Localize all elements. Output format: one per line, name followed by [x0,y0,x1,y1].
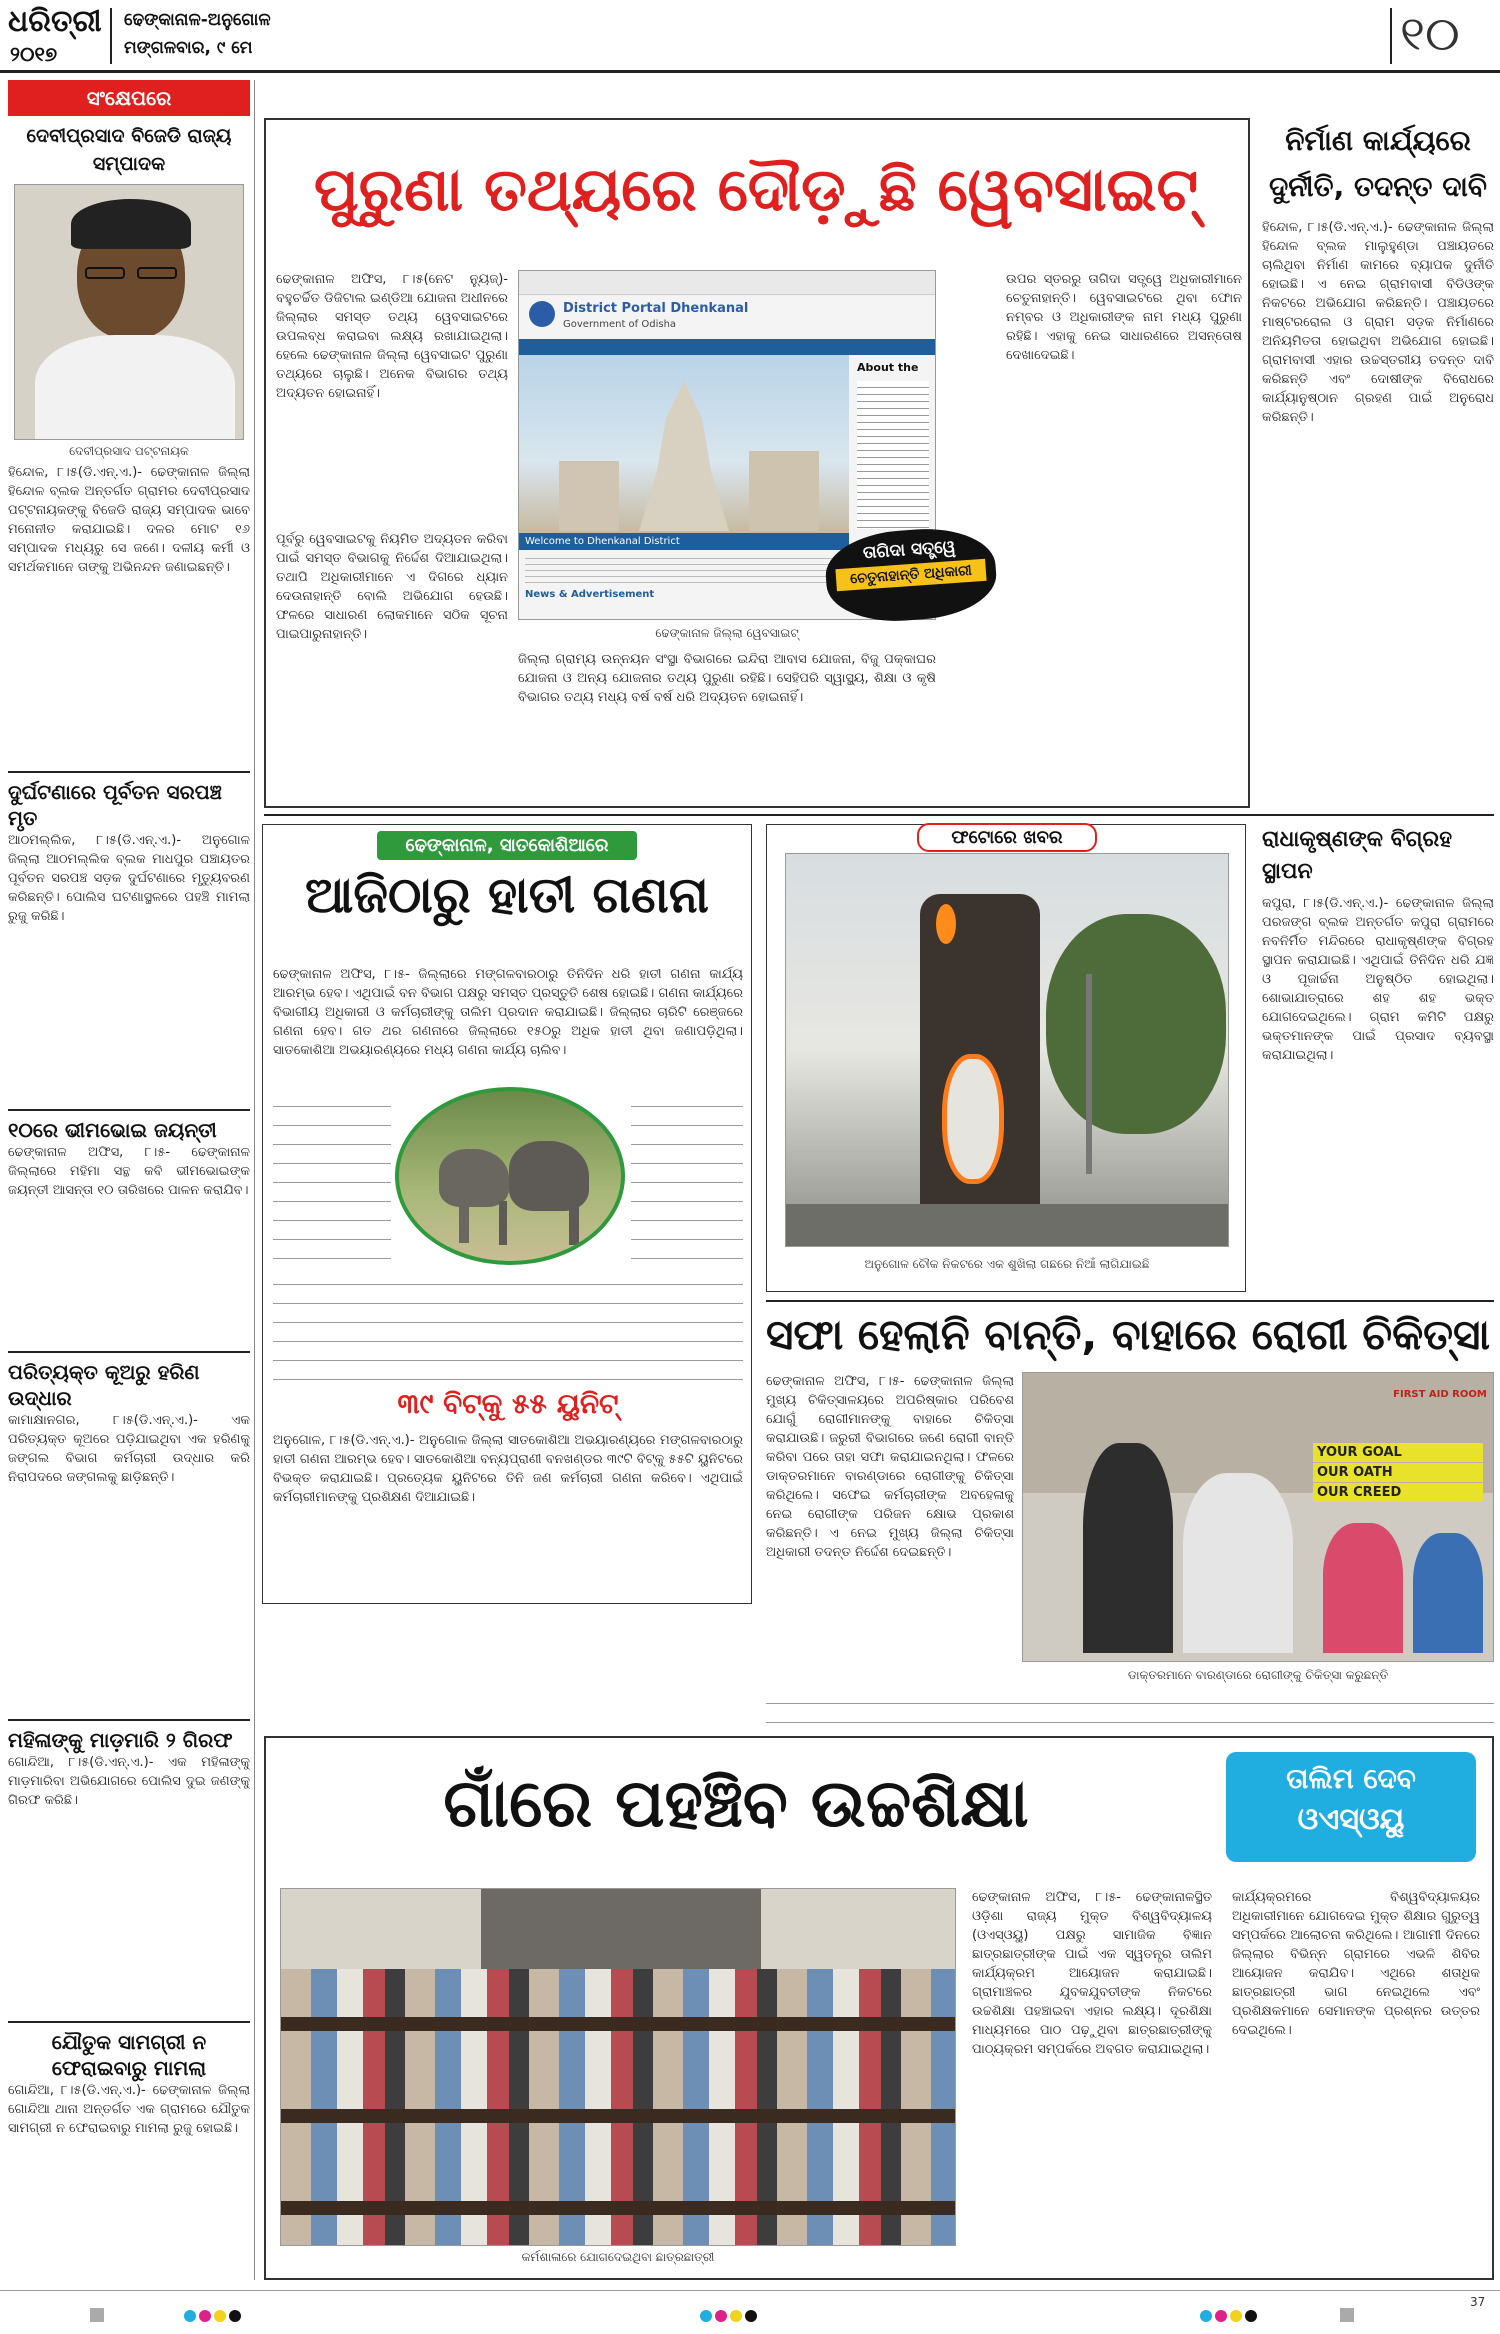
photo-news [766,824,1246,1292]
date-label: ମଙ୍ଗଳବାର, ୯ ମେ [124,38,253,58]
group-photo-caption: କର୍ମଶାଳାରେ ଯୋଗଦେଇଥିବା ଛାତ୍ରଛାତ୍ରୀ [521,2250,715,2264]
portal-news: News & Advertisement [525,589,655,600]
lead-text-col3: ଉପର ସ୍ତରରୁ ତାଗିଦା ସତ୍ତ୍ୱେ ଅଧିକାରୀମାନେ ଚେତୁନାହାନ୍ତି। ୱେବସାଇଟରେ ଥିବା ଫୋନ ନମ୍ବର ଓ ଅଧିକାରୀଙ୍କ ନାମ ମଧ୍ୟ ପୁରୁଣା ରହିଛି। ଏହାକୁ ନେଇ ସାଧାରଣରେ ଅସନ୍ତୋଷ ଦେଖାଦେଇଛି। [1006,272,1242,363]
left-headline-5: ଯୌତୁକ ସାମଗ୍ରୀ ନ ଫେରାଇବାରୁ ମାମଲା [8,2021,250,2081]
left-headline-3: ପରିତ୍ୟକ୍ତ କୂଅରୁ ହରିଣ ଉଦ୍ଧାର [8,1351,250,1411]
right-top-story [1262,118,1494,808]
hospital-text-bottom [766,1690,1494,1726]
brief-header: ସଂକ୍ଷେପରେ [8,80,250,116]
elephant-story [262,824,752,1604]
hospital-sign-4: FIRST AID ROOM [1393,1389,1487,1400]
lead-headline: ପୁରୁଣା ତଥ୍ୟରେ ଦୌଡ଼ୁଛି ୱେବସାଇଟ୍ [313,155,1199,225]
right-top-text: ହିନ୍ଦୋଳ, ୮।୫(ଡି.ଏନ୍.ଏ.)- ଢେଙ୍କାନାଳ ଜିଲ୍ଲା ହିନ୍ଦୋଳ ବ୍ଲକ ମାଲୁହୁଣ୍ଡା ପଞ୍ଚାୟତରେ ଚାଲିଥିବା ନିର୍ମାଣ କାମରେ ବ୍ୟାପକ ଦୁର୍ନୀତି ହୋଇଛି। ଏ ନେଇ ଗ୍ରାମବାସୀ ବିଡିଓଙ୍କ ନିକଟରେ ଅଭିଯୋଗ କରିଛନ୍ତି। ପଞ୍ଚାୟତରେ ମାଷ୍ଟରରୋଲ ଓ ଗ୍ରାମ ସଡ଼କ ନିର୍ମାଣରେ ଅନିୟମିତତା ହୋଇଥିବା ଅଭିଯୋଗ ହୋଇଛି। ଗ୍ରାମବାସୀ ଏହାର ଉଚ୍ଚସ୍ତରୀୟ ତଦନ୍ତ ଦାବି କରିଛନ୍ତି ଏବଂ ଦୋଷୀଙ୍କ ବିରୋଧରେ କାର୍ଯ୍ୟାନୁଷ୍ଠାନ ଗ୍ରହଣ ପାଇଁ ଅନୁରୋଧ କରିଛନ୍ତି। [1262,220,1494,425]
portal-about: About the [857,361,919,374]
page-number: ୧୦ [1400,6,1460,62]
brief-photo-caption: ଦେବୀପ୍ରସାଦ ପଟ୍ଟନାୟକ [69,444,189,458]
hospital-photo [1022,1372,1494,1662]
education-badge-line2: ଓଏସ୍‌ଓୟୁ [1297,1802,1405,1837]
photo-news-caption: ଅନୁଗୋଳ ଚୌକ ନିକଟରେ ଏକ ଶୁଖିଲା ଗଛରେ ନିଆଁ ଲାଗିଯାଇଛି [864,1257,1150,1271]
badge-top-text: ତାଗିଦା ସତ୍ତ୍ୱେ [862,536,957,564]
radhakrishna-story [1262,824,1494,1294]
lead-photo-caption: ଢେଙ୍କାନାଳ ଜିଲ୍ଲା ୱେବସାଇଟ୍ [655,626,799,640]
badge-bottom-text: ଚେତୁନାହାନ୍ତି ଅଧିକାରୀ [835,559,986,591]
left-text-4: ଗୋନ୍ଦିଆ, ୮।୫(ଡି.ଏନ୍.ଏ.)- ଏକ ମହିଳାଙ୍କୁ ମାଡ଼ମାରିବା ଅଭିଯୋଗରେ ପୋଲିସ ଦୁଇ ଜଣଙ୍କୁ ଗିରଫ କରିଛି। [8,1755,250,1808]
year-label: ୨୦୧୭ [10,42,58,66]
group-photo [280,1888,956,2246]
lead-story [264,118,1250,808]
elephant-text-continued [273,1271,743,1381]
portal-subtitle: Government of Odisha [563,319,677,330]
registration-marks-left [90,2307,244,2326]
portal-welcome: Welcome to Dhenkanal District [519,533,849,550]
hospital-sign-3: OUR CREED [1313,1483,1483,1502]
education-text-col1: ଢେଙ୍କାନାଳ ଅଫିସ, ୮।୫- ଢେଙ୍କାନାଳସ୍ଥିତ ଓଡ଼ିଶା ରାଜ୍ୟ ମୁକ୍ତ ବିଶ୍ୱବିଦ୍ୟାଳୟ (ଓଏସ୍‌ଓୟୁ) ପକ୍ଷରୁ ସାମାଜିକ ବିଜ୍ଞାନ ଛାତ୍ରଛାତ୍ରୀଙ୍କ ପାଇଁ ଏକ ସ୍ୱତନ୍ତ୍ର ତାଲିମ କାର୍ଯ୍ୟକ୍ରମ ଆୟୋଜନ କରାଯାଇଛି। ଗ୍ରାମାଞ୍ଚଳର ଯୁବକଯୁବତୀଙ୍କ ନିକଟରେ ଉଚ୍ଚଶିକ୍ଷା ପହଞ୍ଚାଇବା ଏହାର ଲକ୍ଷ୍ୟ। ଦୂରଶିକ୍ଷା ମାଧ୍ୟମରେ ପାଠ ପଢ଼ୁଥିବା ଛାତ୍ରଛାତ୍ରୀଙ୍କୁ ପାଠ୍ୟକ୍ରମ ସମ୍ପର୍କରେ ଅବଗତ କରାଯାଇଥିଲା। [972,1890,1212,2057]
hospital-sign-2: OUR OATH [1313,1463,1483,1482]
brief-title: ଦେବୀପ୍ରସାଦ ବିଜେଡି ରାଜ୍ୟ ସମ୍ପାଦକ [26,125,232,175]
photo-news-label: ଫଟୋରେ ଖବର [917,823,1097,852]
left-text-1: ଆଠମଲ୍ଲିକ, ୮।୫(ଡି.ଏନ୍.ଏ.)- ଅନୁଗୋଳ ଜିଲ୍ଲା ଆଠମଲ୍ଲିକ ବ୍ଲକ ମାଧପୁର ପଞ୍ଚାୟତର ପୂର୍ବତନ ସରପଞ୍ଚ ସଡ଼କ ଦୁର୍ଘଟଣାରେ ମୃତ୍ୟୁବରଣ କରିଛନ୍ତି। ପୋଲିସ ଘଟଣାସ୍ଥଳରେ ପହଞ୍ଚି ମାମଲା ରୁଜୁ କରିଛି। [8,833,250,924]
elephant-text-side-right [631,1093,743,1263]
paper-logo: ଧରିତ୍ରୀ [8,4,102,39]
masthead [0,0,1500,70]
portal-title: District Portal Dhenkanal [563,301,749,316]
elephant-sub-headline: ୩୯ ବିଟ୍‌କୁ ୫୫ ୟୁନିଟ୍ [397,1387,619,1420]
footer [0,2290,1500,2334]
left-column [8,80,250,2280]
registration-marks-center [700,2307,760,2326]
education-badge-line1: ତାଲିମ ଦେବ [1286,1762,1416,1795]
left-headline-1: ଦୁର୍ଘଟଣାରେ ପୂର୍ବତନ ସରପଞ୍ଚ ମୃତ [8,771,250,831]
elephant-photo [395,1087,625,1265]
education-headline: ଗାଁରେ ପହଞ୍ଚିବ ଉଚ୍ଚଶିକ୍ଷା [443,1765,1029,1842]
lead-text-col1: ଢେଙ୍କାନାଳ ଅଫିସ, ୮।୫(ନେଟ ନ୍ୟୁଜ୍)- ବହୁଚର୍ଚ୍ଚିତ ଡିଜିଟାଲ ଇଣ୍ଡିଆ ଯୋଜନା ଅଧୀନରେ ଜିଲ୍ଲାର ସମସ୍ତ ତଥ୍ୟ ୱେବସାଇଟରେ ଉପଲବ୍ଧ କରାଇବା ଲକ୍ଷ୍ୟ ରଖାଯାଇଥିଲା। ହେଲେ ଢେଙ୍କାନାଳ ଜିଲ୍ଲା ୱେବସାଇଟ ପୁରୁଣା ତଥ୍ୟରେ ଚାଲୁଛି। ଅନେକ ବିଭାଗର ତଥ୍ୟ ଅଦ୍ୟତନ ହୋଇନାହିଁ। [276,272,508,401]
elephant-headline: ଆଜିଠାରୁ ହାତୀ ଗଣନା [305,866,709,924]
tree-fire-photo [785,853,1229,1247]
education-story [264,1736,1494,2280]
left-text-5: ଗୋନ୍ଦିଆ, ୮।୫(ଡି.ଏନ୍.ଏ.)- ଢେଙ୍କାନାଳ ଜିଲ୍ଲା ଗୋନ୍ଦିଆ ଥାନା ଅନ୍ତର୍ଗତ ଏକ ଗ୍ରାମରେ ଯୌତୁକ ସାମଗ୍ରୀ ନ ଫେରାଇବାରୁ ମାମଲା ରୁଜୁ ହୋଇଛି। [8,2083,250,2136]
leader-photo [14,184,244,440]
elephant-sub-text: ଅନୁଗୋଳ, ୮।୫(ଡି.ଏନ୍.ଏ.)- ଅନୁଗୋଳ ଜିଲ୍ଲା ସାତକୋଶିଆ ଅଭୟାରଣ୍ୟରେ ମଙ୍ଗଳବାରଠାରୁ ହାତୀ ଗଣନା ଆରମ୍ଭ ହେବ। ସାତକୋଶିଆ ବନ୍ୟପ୍ରାଣୀ ବନଖଣ୍ଡର ୩୯ଟି ବିଟ୍‌କୁ ୫୫ଟି ୟୁନିଟରେ ବିଭକ୍ତ କରାଯାଇଛି। ପ୍ରତ୍ୟେକ ୟୁନିଟରେ ତିନି ଜଣ କର୍ମଚାରୀ ଗଣନା କରିବେ। ଏଥିପାଇଁ କର୍ମଚାରୀମାନଙ୍କୁ ପ୍ରଶିକ୍ଷଣ ଦିଆଯାଇଛି। [273,1433,743,1505]
radhakrishna-headline: ରାଧାକୃଷ୍ଣଙ୍କ ବିଗ୍ରହ ସ୍ଥାପନ [1262,827,1453,884]
left-text-2: ଢେଙ୍କାନାଳ ଅଫିସ, ୮।୫- ଢେଙ୍କାନାଳ ଜିଲ୍ଲାରେ ମହିମା ସନ୍ଥ କବି ଭୀମଭୋଇଙ୍କ ଜୟନ୍ତୀ ଆସନ୍ତା ୧୦ ତାରିଖରେ ପାଳନ କରାଯିବ। [8,1145,250,1198]
elephant-text-side-left [273,1093,391,1263]
lead-text-col2: ଜିଲ୍ଲା ଗ୍ରାମ୍ୟ ଉନ୍ନୟନ ସଂସ୍ଥା ବିଭାଗରେ ଇନ୍ଦିରା ଆବାସ ଯୋଜନା, ବିଜୁ ପକ୍କାଘର ଯୋଜନା ଓ ଅନ୍ୟ ଯୋଜନାର ତଥ୍ୟ ପୁରୁଣା ରହିଛି। ସେହିପରି ସ୍ୱାସ୍ଥ୍ୟ, ଶିକ୍ଷା ଓ କୃଷି ବିଭାଗର ତଥ୍ୟ ମଧ୍ୟ ବର୍ଷ ବର୍ଷ ଧରି ଅଦ୍ୟତନ ହୋଇନାହିଁ। [518,652,936,705]
right-top-headline: ନିର୍ମାଣ କାର୍ଯ୍ୟରେ ଦୁର୍ନୀତି, ତଦନ୍ତ ଦାବି [1269,124,1487,203]
brief-text: ହିନ୍ଦୋଳ, ୮।୫(ଡି.ଏନ୍.ଏ.)- ଢେଙ୍କାନାଳ ଜିଲ୍ଲା ହିନ୍ଦୋଳ ବ୍ଲକ ଅନ୍ତର୍ଗତ ଗ୍ରାମର ଦେବୀପ୍ରସାଦ ପଟ୍ଟନାୟକଙ୍କୁ ବିଜେଡି ରାଜ୍ୟ ସମ୍ପାଦକ ଭାବେ ମନୋନୀତ କରାଯାଇଛି। ଦଳର ମୋଟ ୧୬ ସମ୍ପାଦକ ମଧ୍ୟରୁ ସେ ଜଣେ। ଦଳୀୟ କର୍ମୀ ଓ ସମର୍ଥକମାନେ ତାଙ୍କୁ ଅଭିନନ୍ଦନ ଜଣାଇଛନ୍ତି। [8,465,250,575]
left-headline-4: ମହିଳାଙ୍କୁ ମାଡ଼ମାରି ୨ ଗିରଫ [8,1719,250,1753]
left-text-3: କାମାକ୍ଷାନଗର, ୮।୫(ଡି.ଏନ୍.ଏ.)- ଏକ ପରିତ୍ୟକ୍ତ କୂଅରେ ପଡ଼ିଯାଇଥିବା ଏକ ହରିଣକୁ ଜଙ୍ଗଲ ବିଭାଗ କର୍ମଚାରୀ ଉଦ୍ଧାର କରି ନିରାପଦରେ ଜଙ୍ଗଲକୁ ଛାଡ଼ିଛନ୍ତି। [8,1413,250,1485]
elephant-text: ଢେଙ୍କାନାଳ ଅଫିସ, ୮।୫- ଜିଲ୍ଲାରେ ମଙ୍ଗଳବାରଠାରୁ ତିନିଦିନ ଧରି ହାତୀ ଗଣନା କାର୍ଯ୍ୟ ଆରମ୍ଭ ହେବ। ଏଥିପାଇଁ ବନ ବିଭାଗ ପକ୍ଷରୁ ସମସ୍ତ ପ୍ରସ୍ତୁତି ଶେଷ ହୋଇଛି। ଗଣନା କାର୍ଯ୍ୟରେ ବିଭାଗୀୟ ଅଧିକାରୀ ଓ କର୍ମଚାରୀଙ୍କୁ ତାଲିମ ପ୍ରଦାନ କରାଯାଇଛି। ଜିଲ୍ଲାର ଚାରିଟି ରେଞ୍ଜରେ ଗଣନା ହେବ। ଗତ ଥର ଗଣନାରେ ଜିଲ୍ଲାରେ ୧୫୦ରୁ ଅଧିକ ହାତୀ ଥିବା ଜଣାପଡ଼ିଥିଲା। ସାତକୋଶିଆ ଅଭୟାରଣ୍ୟରେ ମଧ୍ୟ ଗଣନା କାର୍ଯ୍ୟ ଚାଲିବ। [273,967,743,1058]
hospital-sign-1: YOUR GOAL [1313,1443,1483,1462]
radhakrishna-text: କପୁରା, ୮।୫(ଡି.ଏନ୍.ଏ.)- ଢେଙ୍କାନାଳ ଜିଲ୍ଲା ପରଜଙ୍ଗ ବ୍ଲକ ଅନ୍ତର୍ଗତ କପୁରା ଗ୍ରାମରେ ନବନିର୍ମିତ ମନ୍ଦିରରେ ରାଧାକୃଷ୍ଣଙ୍କ ବିଗ୍ରହ ସ୍ଥାପନ କରାଯାଇଛି। ଏଥିପାଇଁ ତିନିଦିନ ଧରି ଯଜ୍ଞ ଓ ପୂଜାର୍ଚ୍ଚନା ଅନୁଷ୍ଠିତ ହୋଇଥିଲା। ଶୋଭାଯାତ୍ରାରେ ଶହ ଶହ ଭକ୍ତ ଯୋଗଦେଇଥିଲେ। ଗ୍ରାମ କମିଟି ପକ୍ଷରୁ ଭକ୍ତମାନଙ୍କ ପାଇଁ ପ୍ରସାଦ ବ୍ୟବସ୍ଥା କରାଯାଇଥିଲା। [1262,896,1494,1063]
education-text-col2: କାର୍ଯ୍ୟକ୍ରମରେ ବିଶ୍ୱବିଦ୍ୟାଳୟର ଅଧିକାରୀମାନେ ଯୋଗଦେଇ ମୁକ୍ତ ଶିକ୍ଷାର ଗୁରୁତ୍ୱ ସମ୍ପର୍କରେ ଆଲୋଚନା କରିଥିଲେ। ଆଗାମୀ ଦିନରେ ଜିଲ୍ଲାର ବିଭିନ୍ନ ଗ୍ରାମରେ ଏଭଳି ଶିବିର ଆୟୋଜନ କରାଯିବ। ଏଥିରେ ଶତାଧିକ ଛାତ୍ରଛାତ୍ରୀ ଭାଗ ନେଇଥିଲେ ଏବଂ ପ୍ରଶିକ୍ଷକମାନେ ସେମାନଙ୍କ ପ୍ରଶ୍ନର ଉତ୍ତର ଦେଇଥିଲେ। [1232,1890,1480,2038]
lead-text-col1b: ପୂର୍ବରୁ ୱେବସାଇଟକୁ ନିୟମିତ ଅଦ୍ୟତନ କରିବା ପାଇଁ ସମସ୍ତ ବିଭାଗକୁ ନିର୍ଦ୍ଦେଶ ଦିଆଯାଇଥିଲା। ତଥାପି ଅଧିକାରୀମାନେ ଏ ଦିଗରେ ଧ୍ୟାନ ଦେଉନାହାନ୍ତି ବୋଲି ଅଭିଯୋଗ ହେଉଛି। ଫଳରେ ସାଧାରଣ ଲୋକମାନେ ସଠିକ ସୂଚନା ପାଇପାରୁନାହାନ୍ତି। [276,532,508,642]
hospital-text: ଢେଙ୍କାନାଳ ଅଫିସ, ୮।୫- ଢେଙ୍କାନାଳ ଜିଲ୍ଲା ମୁଖ୍ୟ ଚିକିତ୍ସାଳୟରେ ଅପରିଷ୍କାର ପରିବେଶ ଯୋଗୁଁ ରୋଗୀମାନଙ୍କୁ ବାହାରେ ଚିକିତ୍ସା କରାଯାଉଛି। ଜରୁରୀ ବିଭାଗରେ ଜଣେ ରୋଗୀ ବାନ୍ତି କରିବା ପରେ ତାହା ସଫା କରାଯାଇନଥିଲା। ଫଳରେ ଡାକ୍ତରମାନେ ବାରଣ୍ଡାରେ ରୋଗୀଙ୍କୁ ଚିକିତ୍ସା କରିଥିଲେ। ସଫେଇ କର୍ମଚାରୀଙ୍କ ଅବହେଳାକୁ ନେଇ ରୋଗୀଙ୍କ ପରିଜନ କ୍ଷୋଭ ପ୍ରକାଶ କରିଛନ୍ତି। ଏ ନେଇ ମୁଖ୍ୟ ଜିଲ୍ଲା ଚିକିତ୍ସା ଅଧିକାରୀ ତଦନ୍ତ ନିର୍ଦ୍ଦେଶ ଦେଇଛନ୍ତି। [766,1374,1014,1560]
registration-marks-right [1200,2307,1354,2326]
edition-label: ଢେଙ୍କାନାଳ-ଅନୁଗୋଳ [124,10,271,30]
education-badge [1226,1752,1476,1862]
print-page-number: 37 [1470,2295,1486,2309]
left-headline-2: ୧୦ରେ ଭୀମଭୋଇ ଜୟନ୍ତୀ [8,1109,250,1143]
hospital-photo-caption: ଡାକ୍ତରମାନେ ବାରଣ୍ଡାରେ ରୋଗୀଙ୍କୁ ଚିକିତ୍ସା କରୁଛନ୍ତି [1127,1668,1389,1682]
hospital-headline: ସଫା ହେଲାନି ବାନ୍ତି, ବାହାରେ ରୋଗୀ ଚିକିତ୍ସା [766,1310,1491,1359]
elephant-kicker: ଢେଙ୍କାନାଳ, ସାତକୋଶିଆରେ [377,831,637,860]
